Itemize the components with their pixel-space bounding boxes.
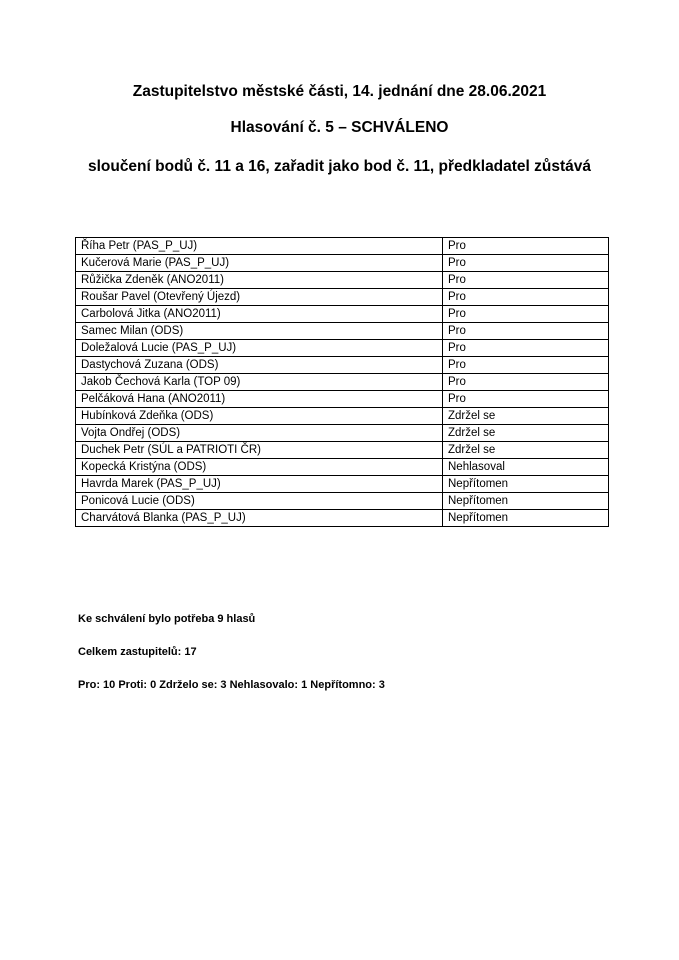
vote-subject-title: sloučení bodů č. 11 a 16, zařadit jako bod č. 11, předkladatel zůstává (87, 158, 592, 175)
table-row (76, 255, 609, 272)
vote-cell: Pro (443, 374, 609, 391)
member-name-cell: Charvátová Blanka (PAS_P_UJ) (76, 510, 443, 527)
member-name-cell: Růžička Zdeněk (ANO2011) (76, 272, 443, 289)
vote-cell: Pro (443, 340, 609, 357)
member-name-cell: Samec Milan (ODS) (76, 323, 443, 340)
vote-cell: Pro (443, 289, 609, 306)
vote-cell: Pro (443, 272, 609, 289)
member-name-cell: Havrda Marek (PAS_P_UJ) (76, 476, 443, 493)
member-name-cell: Jakob Čechová Karla (TOP 09) (76, 374, 443, 391)
table-row (76, 510, 609, 527)
member-name-cell: Duchek Petr (SÚL a PATRIOTI ČR) (76, 442, 443, 459)
vote-cell: Pro (443, 255, 609, 272)
member-name-cell: Dastychová Zuzana (ODS) (76, 357, 443, 374)
member-name-cell: Ponicová Lucie (ODS) (76, 493, 443, 510)
results-line: Pro: 10 Proti: 0 Zdrželo se: 3 Nehlasovalo: 1 Nepřítomno: 3 (78, 679, 385, 691)
vote-summary (78, 613, 385, 712)
vote-number-result-title: Hlasování č. 5 – SCHVÁLENO (230, 119, 449, 136)
voting-table (75, 237, 609, 527)
table-row (76, 306, 609, 323)
member-name-cell: Kučerová Marie (PAS_P_UJ) (76, 255, 443, 272)
table-row (76, 289, 609, 306)
meeting-title: Zastupitelstvo městské části, 14. jednání dne 28.06.2021 (132, 83, 547, 100)
table-row (76, 459, 609, 476)
table-row (76, 238, 609, 255)
vote-cell: Pro (443, 391, 609, 408)
member-name-cell: Doležalová Lucie (PAS_P_UJ) (76, 340, 443, 357)
vote-cell: Pro (443, 238, 609, 255)
vote-cell: Pro (443, 357, 609, 374)
table-row (76, 408, 609, 425)
document-header (0, 82, 679, 180)
member-name-cell: Carbolová Jitka (ANO2011) (76, 306, 443, 323)
vote-cell: Zdržel se (443, 408, 609, 425)
vote-cell: Nepřítomen (443, 493, 609, 510)
vote-cell: Pro (443, 306, 609, 323)
table-row (76, 374, 609, 391)
vote-cell: Zdržel se (443, 442, 609, 459)
member-name-cell: Hubínková Zdeňka (ODS) (76, 408, 443, 425)
table-row (76, 425, 609, 442)
table-row (76, 340, 609, 357)
member-name-cell: Kopecká Kristýna (ODS) (76, 459, 443, 476)
vote-cell: Nepřítomen (443, 476, 609, 493)
vote-cell: Zdržel se (443, 425, 609, 442)
member-name-cell: Roušar Pavel (Otevřený Újezd) (76, 289, 443, 306)
table-row (76, 476, 609, 493)
table-row (76, 442, 609, 459)
required-votes-line: Ke schválení bylo potřeba 9 hlasů (78, 613, 256, 625)
table-row (76, 391, 609, 408)
vote-cell: Nehlasoval (443, 459, 609, 476)
table-row (76, 272, 609, 289)
member-name-cell: Vojta Ondřej (ODS) (76, 425, 443, 442)
table-row (76, 493, 609, 510)
vote-cell: Nepřítomen (443, 510, 609, 527)
table-row (76, 357, 609, 374)
total-members-line: Celkem zastupitelů: 17 (78, 646, 197, 658)
table-row (76, 323, 609, 340)
vote-cell: Pro (443, 323, 609, 340)
voting-table-body (76, 238, 609, 527)
member-name-cell: Říha Petr (PAS_P_UJ) (76, 238, 443, 255)
member-name-cell: Pelčáková Hana (ANO2011) (76, 391, 443, 408)
